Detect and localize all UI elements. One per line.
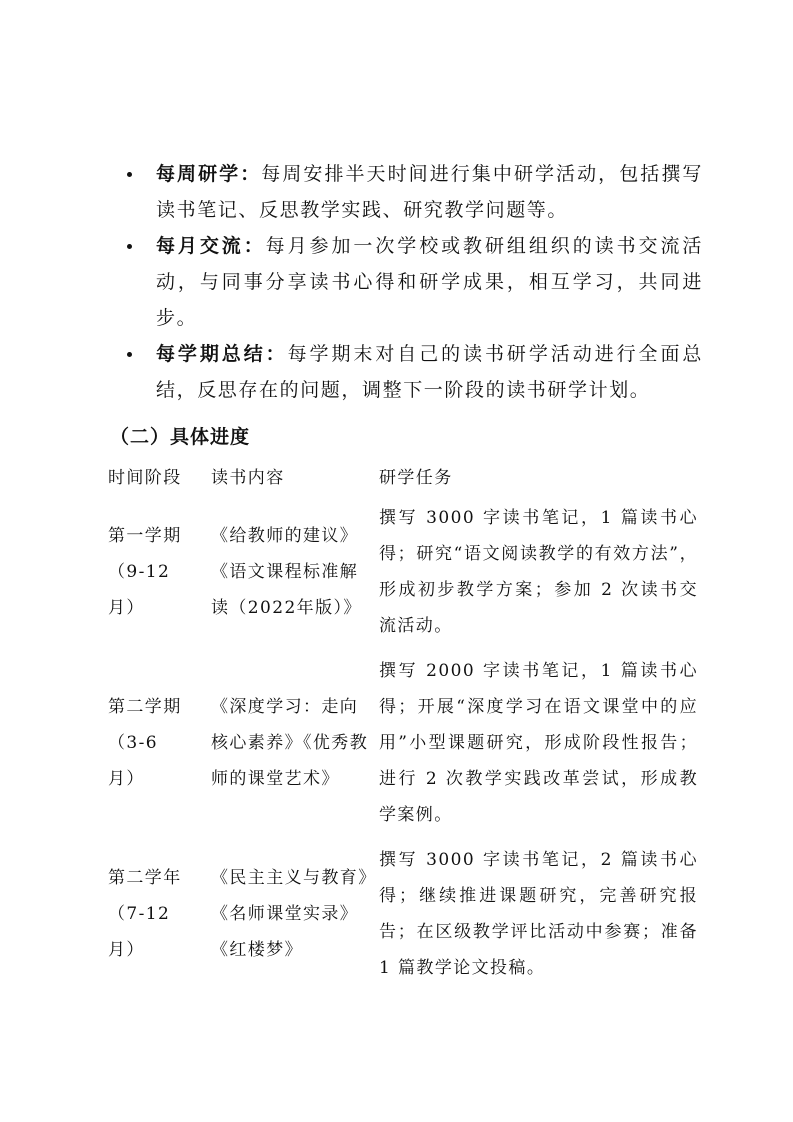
period-cell: 第二学年 （7-12 月） [108,868,182,960]
table-row [108,838,698,990]
list-item-semester-summary [123,336,703,408]
bullet-title: 每周研学： [156,163,262,185]
tasks-cell: 撰写 2000 字读书笔记，1 篇读书心得；开展“深度学习在语文课堂中的应用”小型课题研究，形成阶段性报告；进行 2 次教学实践改革尝试，形成教学案例。 [379,661,698,825]
bullet-text: 每周安排半天时间进行集中研学活动，包括撰写读书笔记、反思教学实践、研究教学问题等。 [156,163,703,221]
list-item-weekly-study [123,156,703,228]
header-time-period: 时间阶段 [108,468,182,488]
period-cell: 第一学期 （9-12 月） [108,526,182,618]
books-cell: 《深度学习：走向核心素养》《优秀教师的课堂艺术》 [211,697,369,789]
period-cell: 第二学期 （3-6 月） [108,697,182,789]
tasks-cell: 撰写 3000 字读书笔记，1 篇读书心得；研究“语文阅读教学的有效方法”，形成初步教学方案；参加 2 次读书交流活动。 [379,508,698,636]
header-study-tasks: 研学任务 [379,468,453,488]
table-row [108,648,698,838]
bullet-text: 每学期末对自己的读书研学活动进行全面总结，反思存在的问题，调整下一阶段的读书研学计划。 [156,343,703,401]
table-header-row [108,460,698,496]
bullet-text: 每月参加一次学校或教研组组织的读书交流活动，与同事分享读书心得和研学成果，相互学习，共同进步。 [156,235,703,329]
header-reading-content: 读书内容 [211,468,285,488]
list-item-monthly-exchange [123,228,703,336]
bullet-dot-icon [127,352,132,357]
bullet-title: 每月交流： [156,235,266,257]
section-heading: （二）具体进度 [110,426,251,448]
bullet-dot-icon [127,244,132,249]
books-cell: 《民主主义与教育》《名师课堂实录》《红楼梦》 [211,868,369,960]
bullet-title: 每学期总结： [156,343,288,365]
study-routine-list [123,156,703,408]
books-cell: 《给教师的建议》《语文课程标准解读（2022年版）》 [211,526,362,618]
progress-schedule-table [108,460,698,990]
bullet-dot-icon [127,172,132,177]
tasks-cell: 撰写 3000 字读书笔记，2 篇读书心得；继续推进课题研究，完善研究报告；在区级教学评比活动中参赛；准备 1 篇教学论文投稿。 [379,850,698,978]
table-row [108,496,698,648]
